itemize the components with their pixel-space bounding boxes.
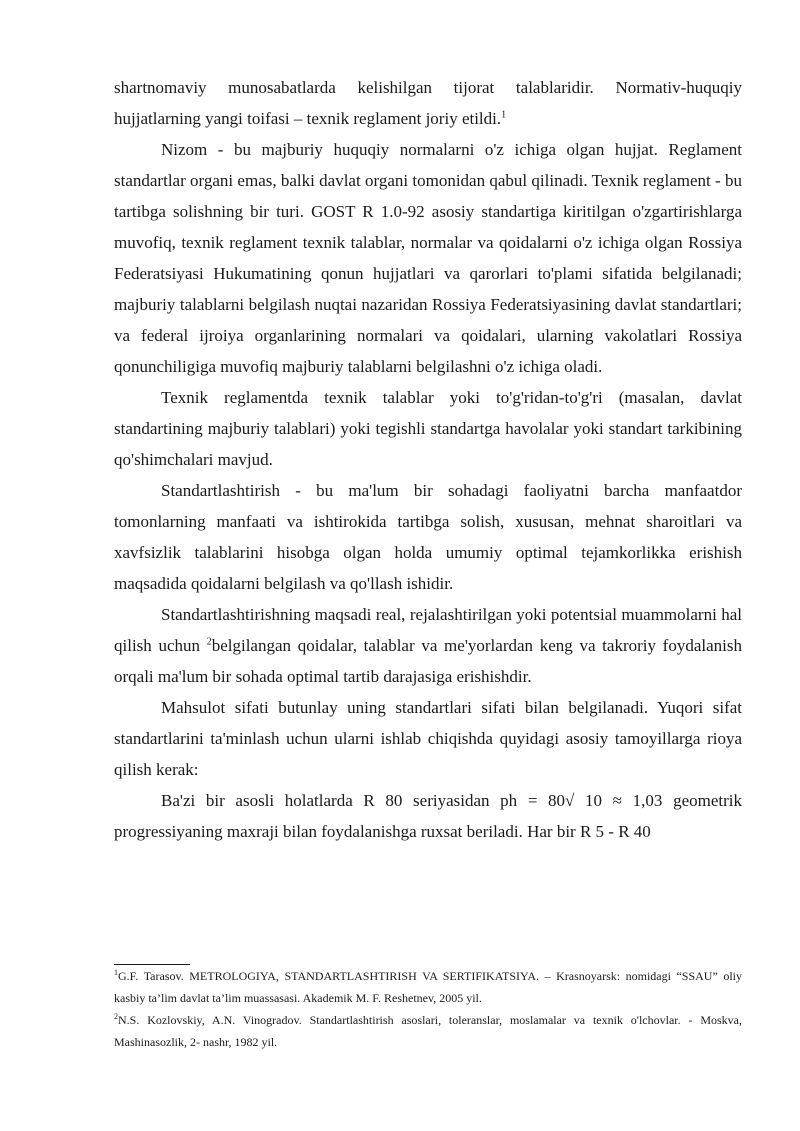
paragraph-5-text-before: Standartlashtirishning maqsadi real, rejalashtirilgan yoki potentsial muammolarni hal qilish uchun bbox=[114, 605, 742, 655]
footnote-2-number: 2 bbox=[114, 1012, 118, 1021]
footnote-1-text: G.F. Tarasov. METROLOGIYA, STANDARTLASHTIRISH VA SERTIFIKATSIYA. – Krasnoyarsk: nomidagi “SSAU” oliy kasbiy ta’lim davlat ta’lim muassasasi. Akademik M. F. Reshetnev, 2005 yil. bbox=[114, 969, 742, 1005]
paragraph-1 bbox=[114, 72, 742, 134]
paragraph-7: Ba'zi bir asosli holatlarda R 80 seriyasidan ph = 80√ 10 ≈ 1,03 geometrik progressiyaning maxraji bilan foydalanishga ruxsat beriladi. Har bir R 5 - R 40 bbox=[114, 791, 742, 841]
footnotes-section bbox=[114, 965, 742, 1053]
page-body bbox=[114, 72, 742, 847]
paragraph-5-text-after: belgilangan qoidalar, talablar va me'yorlardan keng va takroriy foydalanish orqali ma'lum bir sohada optimal tartib darajasiga erishishdir. bbox=[114, 636, 742, 686]
paragraph-6: Mahsulot sifati butunlay uning standartlari sifati bilan belgilanadi. Yuqori sifat standartlarini ta'minlash uchun ularni ishlab chiqishda quyidagi asosiy tamoyillarga rioya qilish kerak: bbox=[114, 698, 742, 779]
paragraph-4: Standartlashtirish - bu ma'lum bir sohadagi faoliyatni barcha manfaatdor tomonlarning manfaati va ishtirokida tartibga solish, xususan, mehnat sharoitlari va xavfsizlik talablarini hisobga olgan holda umumiy optimal tejamkorlikka erishish maqsadida qoidalarni belgilash va qo'llash ishidir. bbox=[114, 481, 742, 593]
footnote-ref-1[interactable]: 1 bbox=[501, 109, 507, 121]
paragraph-3: Texnik reglamentda texnik talablar yoki to'g'ridan-to'g'ri (masalan, davlat standartining majburiy talablari) yoki tegishli standartga havolalar yoki standart tarkibining qo'shimchalari mavjud. bbox=[114, 388, 742, 469]
footnote-2 bbox=[114, 1009, 742, 1053]
footnote-2-text: N.S. Kozlovskiy, A.N. Vinogradov. Standartlashtirish asoslari, toleranslar, moslamalar va texnik o'lchovlar. - Moskva, Mashinasozlik, 2- nashr, 1982 yil. bbox=[114, 1013, 742, 1049]
paragraph-5 bbox=[114, 599, 742, 692]
footnote-1 bbox=[114, 965, 742, 1009]
footnote-1-number: 1 bbox=[114, 968, 118, 977]
paragraph-1-text: shartnomaviy munosabatlarda kelishilgan tijorat talablaridir. Normativ-huquqiy hujjatlarning yangi toifasi – texnik reglament joriy etildi. bbox=[114, 78, 742, 128]
footnote-ref-2[interactable]: 2 bbox=[206, 636, 212, 648]
paragraph-2: Nizom - bu majburiy huquqiy normalarni o'z ichiga olgan hujjat. Reglament standartlar organi emas, balki davlat organi tomonidan qabul qilinadi. Texnik reglament - bu tartibga solishning bir turi. GOST R 1.0-92 asosiy standartiga kiritilgan o'zgartirishlarga muvofiq, texnik reglament texnik talablar, normalar va qoidalarni o'z ichiga olgan Rossiya Federatsiyasi Hukumatining qonun hujjatlari va qarorlari to'plami sifatida belgilanadi; majburiy talablarni belgilash nuqtai nazaridan Rossiya Federatsiyasining davlat standartlari; va federal ijroiya organlarining normalari va qoidalari, ularning vakolatlari Rossiya qonunchiligiga muvofiq majburiy talablarni belgilashni o'z ichiga oladi. bbox=[114, 140, 742, 376]
